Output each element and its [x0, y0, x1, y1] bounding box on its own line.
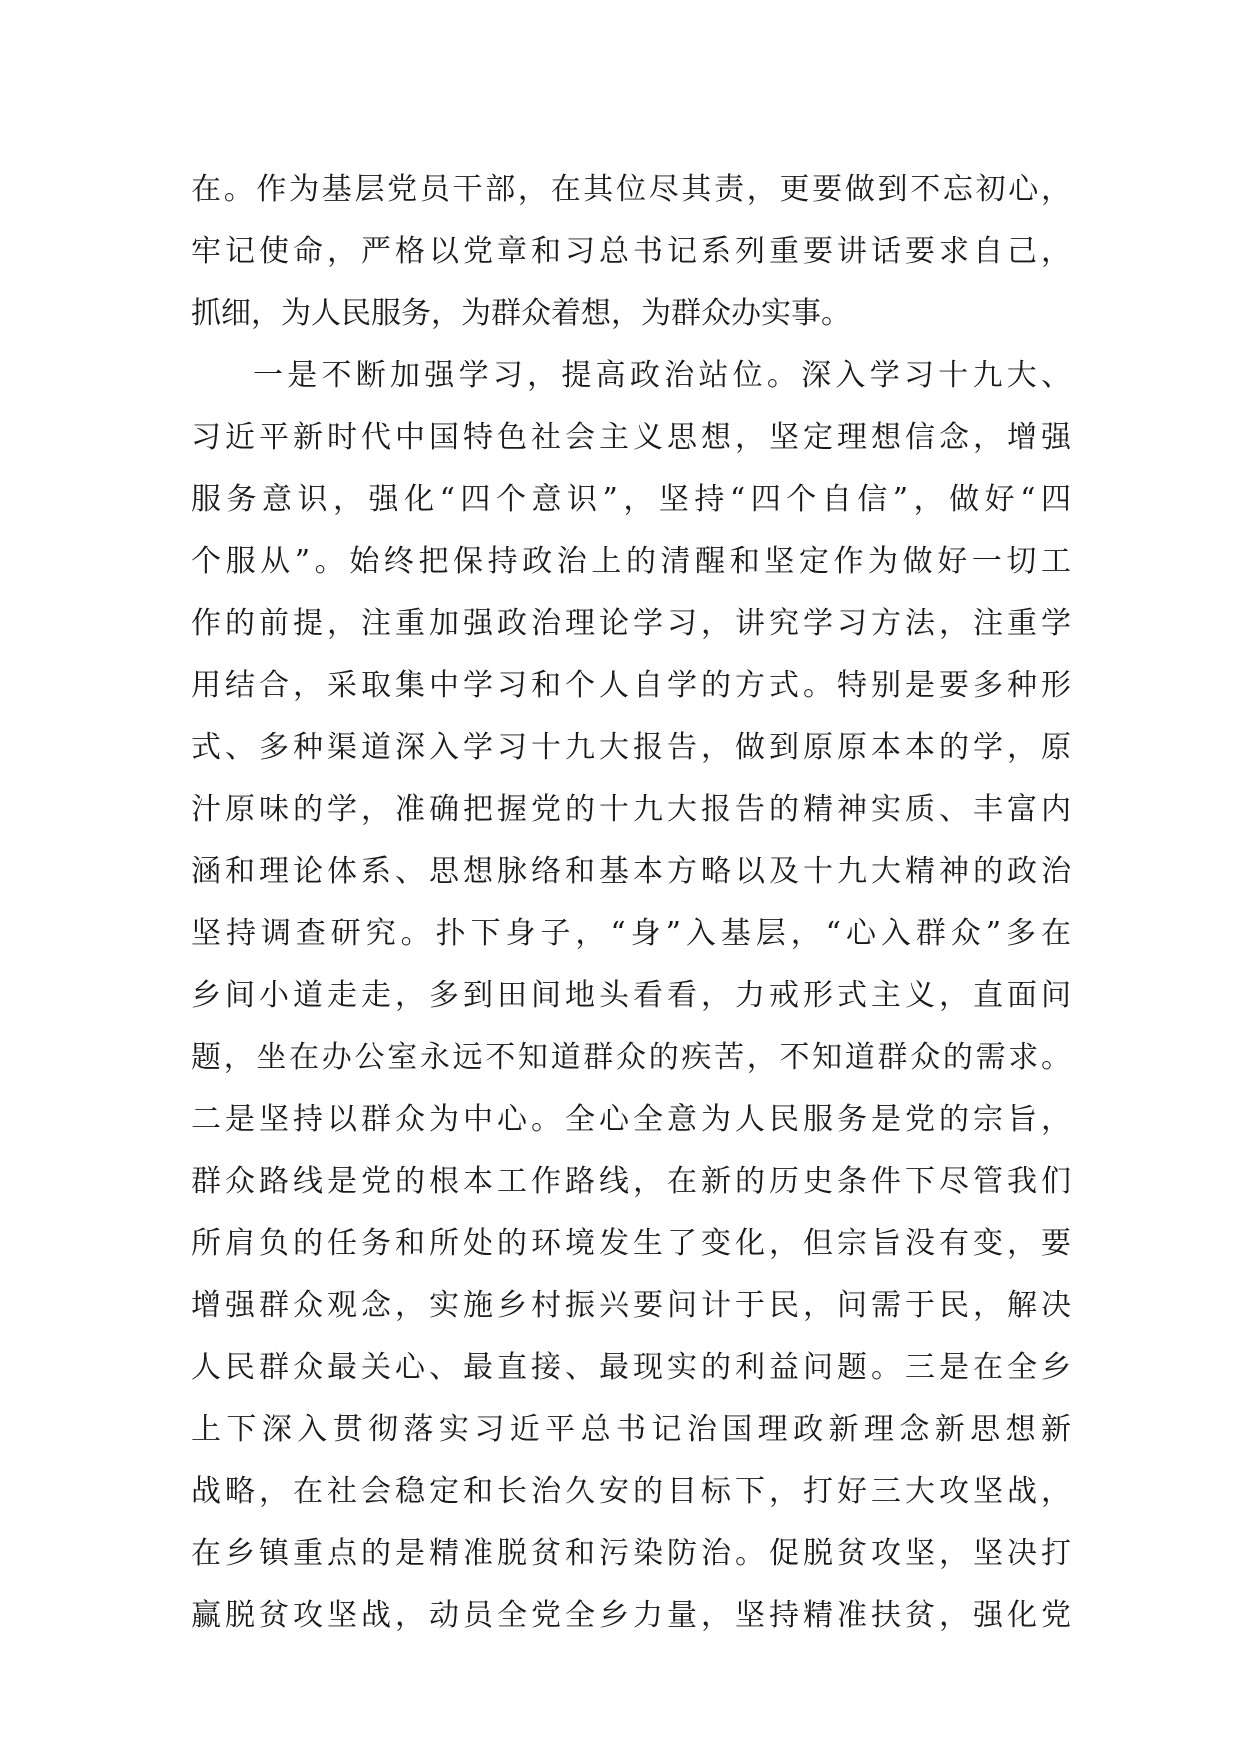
text-line: 二是坚持以群众为中心。全心全意为人民服务是党的宗旨，: [191, 1102, 1071, 1137]
text-line: 汁原味的学，准确把握党的十九大报告的精神实质、丰富内: [191, 792, 1071, 827]
text-line: 上下深入贯彻落实习近平总书记治国理政新理念新思想新: [191, 1412, 1071, 1447]
text-line: 个服从”。始终把保持政治上的清醒和坚定作为做好一切工: [191, 544, 1071, 579]
text-line: 涵和理论体系、思想脉络和基本方略以及十九大精神的政治: [191, 854, 1071, 889]
text-line: 在。作为基层党员干部，在其位尽其责，更要做到不忘初心，: [191, 172, 1071, 207]
text-line: 赢脱贫攻坚战，动员全党全乡力量，坚持精准扶贫，强化党: [191, 1598, 1071, 1633]
text-line: 服务意识，强化“四个意识”，坚持“四个自信”，做好“四: [191, 482, 1071, 517]
text-line: 用结合，采取集中学习和个人自学的方式。特别是要多种形: [191, 668, 1071, 703]
text-line: 在乡镇重点的是精准脱贫和污染防治。促脱贫攻坚，坚决打: [191, 1536, 1071, 1571]
text-line: 战略，在社会稳定和长治久安的目标下，打好三大攻坚战，: [191, 1474, 1071, 1509]
text-line: 抓细，为人民服务，为群众着想，为群众办实事。: [191, 296, 851, 331]
text-line: 人民群众最关心、最直接、最现实的利益问题。三是在全乡: [191, 1350, 1071, 1385]
paragraph-first-line: 一是不断加强学习，提高政治站位。深入学习十九大、: [253, 358, 1071, 393]
text-line: 题，坐在办公室永远不知道群众的疾苦，不知道群众的需求。: [191, 1040, 1071, 1075]
text-line: 习近平新时代中国特色社会主义思想，坚定理想信念，增强: [191, 420, 1071, 455]
text-line: 作的前提，注重加强政治理论学习，讲究学习方法，注重学: [191, 606, 1071, 641]
text-line: 所肩负的任务和所处的环境发生了变化，但宗旨没有变，要: [191, 1226, 1071, 1261]
document-body: [191, 159, 1071, 1647]
text-line: 坚持调查研究。扑下身子，“身”入基层，“心入群众”多在: [191, 916, 1071, 951]
text-line: 群众路线是党的根本工作路线，在新的历史条件下尽管我们: [191, 1164, 1071, 1199]
text-line: 式、多种渠道深入学习十九大报告，做到原原本本的学，原: [191, 730, 1071, 765]
text-line: 牢记使命，严格以党章和习总书记系列重要讲话要求自己，: [191, 234, 1071, 269]
text-line: 乡间小道走走，多到田间地头看看，力戒形式主义，直面问: [191, 978, 1071, 1013]
text-line: 增强群众观念，实施乡村振兴要问计于民，问需于民，解决: [191, 1288, 1071, 1323]
